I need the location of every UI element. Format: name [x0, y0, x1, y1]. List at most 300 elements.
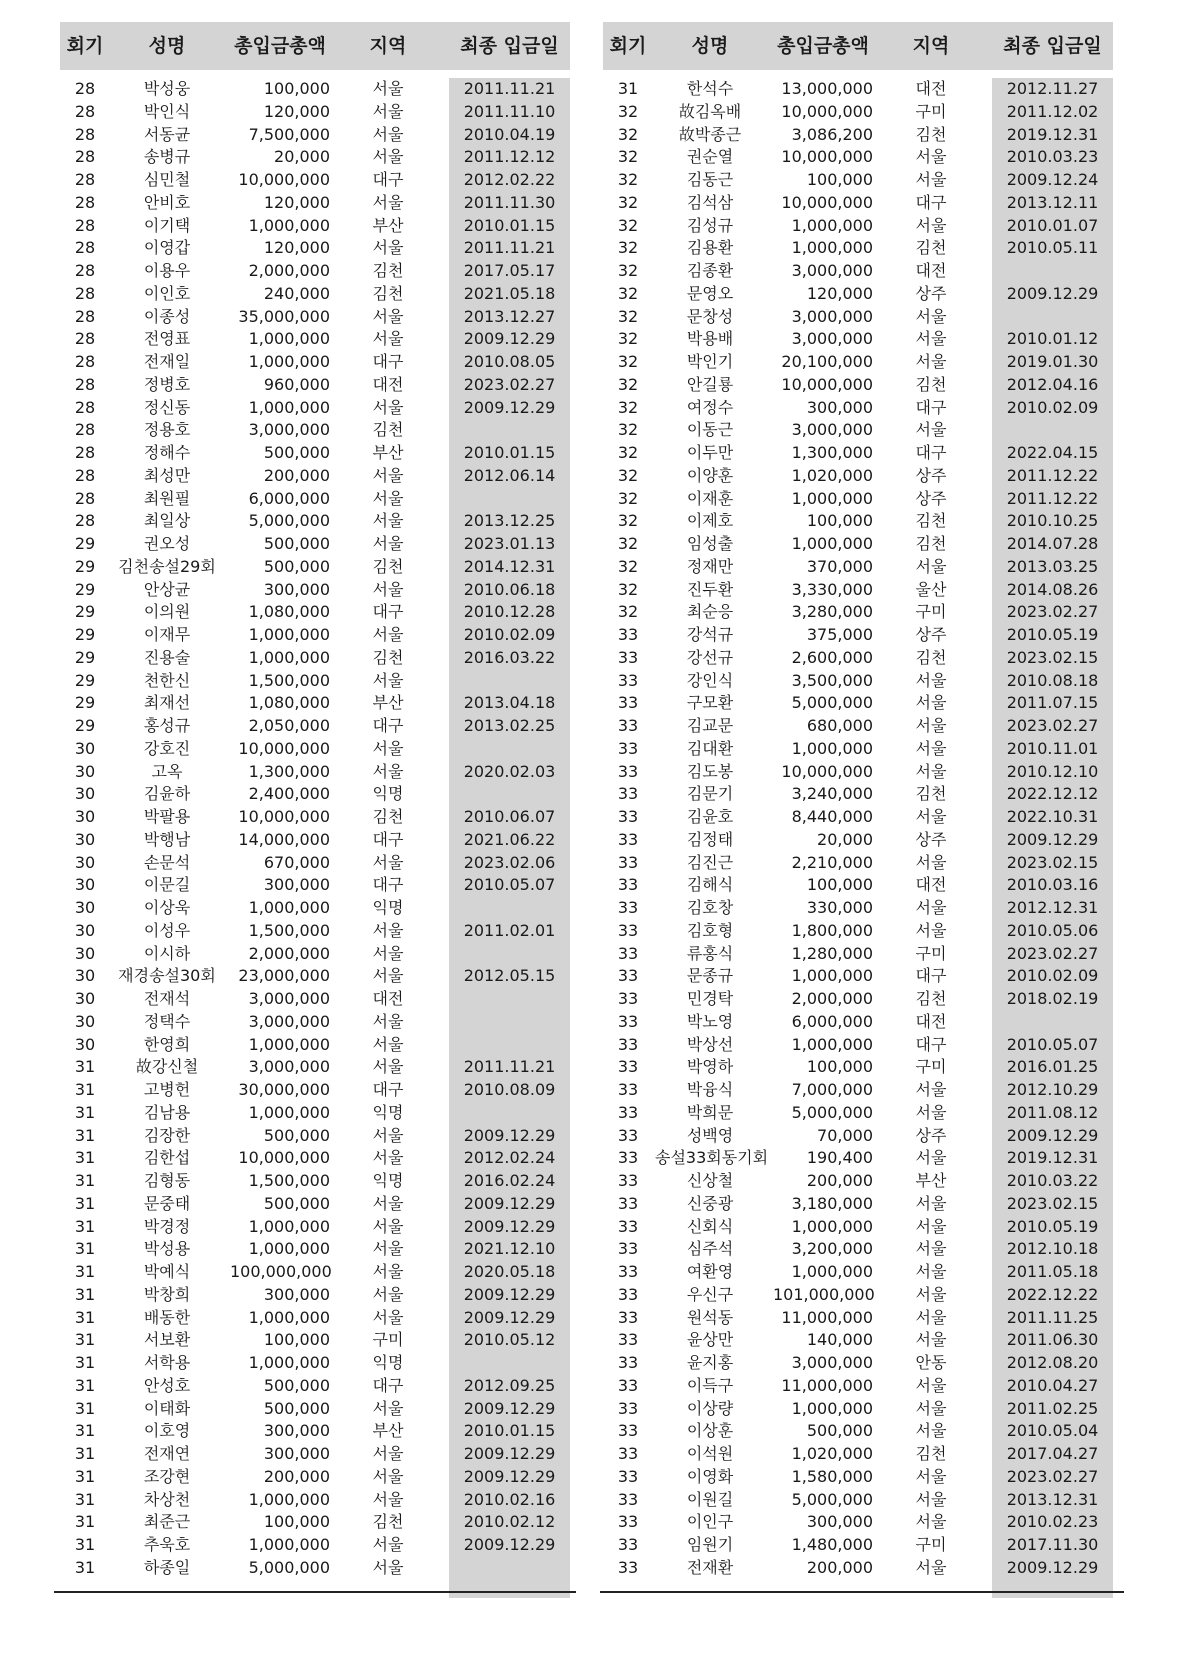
round-cell: 32 [617, 443, 639, 462]
table-row [60, 442, 570, 465]
last-date-cell: 2013.04.18 [463, 693, 556, 713]
last-date-cell: 2010.05.19 [1006, 625, 1099, 644]
region-cell: 구미 [915, 1057, 947, 1077]
name-cell: 구모환 [686, 693, 734, 713]
last-date-cell [992, 1011, 1113, 1034]
last-date-cell: 2010.05.12 [463, 1330, 556, 1350]
table-row [60, 943, 570, 966]
region-cell: 김천 [915, 238, 947, 258]
table-row [60, 920, 570, 943]
name-cell: 이동근 [686, 420, 734, 440]
last-date-cell [449, 419, 570, 442]
table-row [60, 1125, 570, 1148]
round-cell: 30 [74, 738, 96, 758]
name-cell: 신회식 [686, 1216, 734, 1236]
last-date-cell: 2010.10.25 [1006, 511, 1099, 531]
region-cell: 서울 [915, 1262, 947, 1281]
region-cell: 서울 [915, 556, 947, 576]
last-date-cell: 2010.01.15 [463, 443, 556, 462]
name-cell: 이제호 [686, 511, 734, 531]
name-cell: 김장한 [143, 1125, 191, 1145]
round-cell: 33 [617, 1375, 639, 1395]
name-cell: 안비호 [143, 192, 191, 212]
name-cell: 박성용 [143, 1239, 191, 1259]
round-cell: 28 [74, 511, 96, 531]
region-cell: 서울 [372, 625, 404, 644]
region-cell: 서울 [372, 943, 404, 963]
amount-cell: 500,000 [263, 556, 330, 576]
amount-cell: 960,000 [263, 374, 330, 394]
name-cell: 김해식 [686, 875, 734, 895]
region-cell: 대구 [915, 1034, 947, 1054]
round-cell: 29 [74, 556, 96, 576]
table-row [60, 715, 570, 738]
last-date-cell: 2010.08.18 [1006, 670, 1099, 690]
name-cell: 이득구 [686, 1375, 734, 1395]
region-cell: 익명 [372, 1171, 404, 1190]
table-row [60, 1216, 570, 1239]
region-cell: 서울 [372, 966, 404, 986]
last-date-cell: 2009.12.29 [1006, 829, 1099, 849]
region-cell: 서울 [915, 807, 947, 826]
name-cell: 이상욱 [143, 898, 191, 917]
amount-cell: 1,080,000 [248, 602, 330, 622]
table-row [603, 1102, 1113, 1125]
last-date-cell: 2011.02.01 [463, 920, 556, 940]
round-cell: 30 [74, 1034, 96, 1054]
last-date-cell: 2011.11.21 [463, 1057, 556, 1077]
name-cell: 고옥 [151, 761, 183, 781]
name-cell: 김종환 [686, 261, 734, 280]
round-cell: 30 [74, 852, 96, 872]
round-cell: 33 [617, 1193, 639, 1213]
name-cell: 박성웅 [143, 79, 191, 98]
round-cell: 32 [617, 602, 639, 622]
last-date-cell: 2020.05.18 [463, 1262, 556, 1281]
last-date-cell: 2009.12.29 [463, 1444, 556, 1463]
last-date-cell: 2018.02.19 [1006, 989, 1099, 1008]
last-date-cell: 2011.07.15 [1006, 693, 1099, 713]
last-date-cell: 2010.04.19 [463, 124, 556, 144]
last-date-cell [449, 783, 570, 806]
name-cell: 이성우 [143, 920, 191, 940]
header-amount: 총입금총액 [234, 35, 326, 57]
amount-cell: 2,600,000 [791, 647, 873, 667]
amount-cell: 1,000,000 [791, 738, 873, 758]
name-cell: 류홍식 [686, 943, 734, 963]
header-round: 회기 [66, 35, 104, 57]
round-cell: 33 [617, 1284, 639, 1304]
region-cell: 대전 [372, 989, 404, 1008]
table-row [60, 783, 570, 806]
last-date-cell: 2012.06.14 [463, 465, 556, 485]
region-cell: 상주 [915, 625, 947, 644]
name-cell: 성백영 [686, 1125, 734, 1145]
name-cell: 김교문 [686, 716, 734, 735]
name-cell: 전영표 [143, 329, 191, 349]
round-cell: 28 [74, 465, 96, 485]
region-cell: 서울 [372, 1557, 404, 1577]
region-cell: 서울 [915, 738, 947, 758]
region-cell: 대구 [915, 192, 947, 212]
name-cell: 진두환 [686, 579, 734, 599]
region-cell: 서울 [915, 1421, 947, 1441]
amount-cell: 1,000,000 [248, 625, 330, 644]
round-cell: 33 [617, 807, 639, 826]
round-cell: 28 [74, 170, 96, 189]
region-cell: 서울 [915, 147, 947, 167]
round-cell: 33 [617, 1353, 639, 1372]
amount-cell: 35,000,000 [238, 306, 330, 326]
round-cell: 33 [617, 1148, 639, 1168]
amount-cell: 100,000 [263, 1512, 330, 1532]
round-cell: 33 [617, 693, 639, 713]
name-cell: 신상철 [686, 1171, 734, 1190]
round-cell: 32 [617, 488, 639, 508]
region-cell: 서울 [372, 1125, 404, 1145]
amount-cell: 10,000,000 [781, 374, 873, 394]
name-cell: 문중태 [143, 1193, 191, 1213]
last-date-cell: 2011.11.25 [1006, 1307, 1099, 1327]
round-cell: 32 [617, 306, 639, 326]
region-cell: 서울 [915, 761, 947, 781]
last-date-cell: 2010.05.06 [1006, 920, 1099, 940]
table-row [60, 988, 570, 1011]
table-row [603, 1375, 1113, 1398]
round-cell: 33 [617, 1057, 639, 1077]
table-row [603, 124, 1113, 147]
amount-cell: 100,000 [806, 875, 873, 895]
round-cell: 32 [617, 397, 639, 417]
round-cell: 33 [617, 898, 639, 917]
name-cell: 이영화 [686, 1466, 734, 1486]
name-cell: 강인식 [686, 670, 734, 690]
region-cell: 대구 [915, 397, 947, 417]
table-row [603, 852, 1113, 875]
round-cell: 29 [74, 693, 96, 713]
amount-cell: 20,000 [274, 147, 330, 167]
round-cell: 28 [74, 192, 96, 212]
amount-cell: 500,000 [263, 1193, 330, 1213]
name-cell: 故강신철 [135, 1057, 199, 1077]
table-row [603, 1557, 1113, 1580]
name-cell: 이기택 [143, 215, 191, 235]
round-cell: 31 [74, 1353, 96, 1372]
region-cell: 서울 [915, 1398, 947, 1418]
name-cell: 안상균 [143, 579, 191, 599]
last-date-cell: 2011.08.12 [1006, 1102, 1099, 1122]
amount-cell: 500,000 [806, 1421, 873, 1441]
last-date-cell [992, 260, 1113, 283]
amount-cell: 10,000,000 [238, 1148, 330, 1168]
last-date-cell: 2010.06.18 [463, 579, 556, 599]
name-cell: 임성출 [686, 534, 734, 553]
amount-cell: 23,000,000 [238, 966, 330, 986]
table-body [60, 78, 570, 1580]
last-date-cell: 2011.12.22 [1006, 465, 1099, 485]
region-cell: 서울 [372, 1216, 404, 1236]
name-cell: 정신동 [143, 397, 191, 417]
table-row [60, 874, 570, 897]
round-cell: 33 [617, 943, 639, 963]
table-row [60, 1398, 570, 1421]
amount-cell: 1,000,000 [791, 488, 873, 508]
name-cell: 최재선 [143, 693, 191, 713]
last-date-cell: 2010.08.09 [463, 1080, 556, 1099]
region-cell: 서울 [372, 101, 404, 121]
table-row [60, 1329, 570, 1352]
round-cell: 31 [74, 1375, 96, 1395]
name-cell: 우신구 [686, 1284, 734, 1304]
amount-cell: 670,000 [263, 852, 330, 872]
name-cell: 문영오 [686, 283, 734, 303]
name-cell: 정해수 [143, 443, 191, 462]
region-cell: 서울 [372, 738, 404, 758]
round-cell: 31 [74, 1535, 96, 1554]
last-date-cell [449, 1011, 570, 1034]
last-date-cell: 2014.08.26 [1006, 579, 1099, 599]
amount-cell: 1,020,000 [791, 465, 873, 485]
table-row [60, 601, 570, 624]
amount-cell: 5,000,000 [791, 1102, 873, 1122]
round-cell: 28 [74, 488, 96, 508]
region-cell: 대전 [372, 374, 404, 394]
table-row [603, 1511, 1113, 1534]
round-cell: 32 [617, 534, 639, 553]
region-cell: 상주 [915, 283, 947, 303]
name-cell: 이인호 [143, 283, 191, 303]
name-cell: 전재환 [686, 1557, 734, 1577]
region-cell: 대구 [372, 1375, 404, 1395]
last-date-cell: 2013.03.25 [1006, 556, 1099, 576]
last-date-cell: 2011.05.18 [1006, 1262, 1099, 1281]
amount-cell: 7,000,000 [791, 1080, 873, 1099]
amount-cell: 370,000 [806, 556, 873, 576]
table-row [603, 1352, 1113, 1375]
table-row [60, 146, 570, 169]
table-row [603, 1284, 1113, 1307]
table-row [60, 692, 570, 715]
last-date-cell [992, 306, 1113, 329]
amount-cell: 5,000,000 [791, 1489, 873, 1509]
region-cell: 대구 [372, 716, 404, 735]
amount-cell: 140,000 [806, 1330, 873, 1350]
amount-cell: 3,000,000 [791, 1353, 873, 1372]
region-cell: 대구 [915, 443, 947, 462]
amount-cell: 300,000 [263, 579, 330, 599]
last-date-cell: 2010.01.07 [1006, 215, 1099, 235]
round-cell: 30 [74, 1011, 96, 1031]
round-cell: 33 [617, 829, 639, 849]
name-cell: 심주석 [686, 1239, 734, 1259]
round-cell: 33 [617, 1102, 639, 1122]
last-date-cell: 2010.02.09 [1006, 966, 1099, 986]
table-row [603, 1398, 1113, 1421]
amount-cell: 20,100,000 [781, 352, 873, 371]
amount-cell: 680,000 [806, 716, 873, 735]
amount-cell: 2,050,000 [248, 716, 330, 735]
region-cell: 서울 [372, 329, 404, 349]
last-date-cell: 2010.02.09 [463, 625, 556, 644]
region-cell: 익명 [372, 1102, 404, 1122]
region-cell: 대구 [372, 170, 404, 189]
region-cell: 서울 [372, 1148, 404, 1168]
amount-cell: 100,000 [263, 1330, 330, 1350]
last-date-cell: 2010.05.11 [1006, 238, 1099, 258]
amount-cell: 3,000,000 [791, 329, 873, 349]
table-row [60, 1557, 570, 1580]
region-cell: 서울 [915, 852, 947, 872]
region-cell: 부산 [372, 443, 404, 462]
round-cell: 31 [74, 1330, 96, 1350]
amount-cell: 300,000 [263, 875, 330, 895]
round-cell: 33 [617, 852, 639, 872]
table-row [60, 237, 570, 260]
table-row [603, 1489, 1113, 1512]
table-row [603, 1011, 1113, 1034]
round-cell: 30 [74, 784, 96, 804]
last-date-cell [449, 738, 570, 761]
table-row [603, 965, 1113, 988]
round-cell: 29 [74, 579, 96, 599]
round-cell: 33 [617, 1171, 639, 1190]
name-cell: 박노영 [686, 1011, 734, 1031]
amount-cell: 20,000 [817, 829, 873, 849]
round-cell: 30 [74, 966, 96, 986]
round-cell: 30 [74, 898, 96, 917]
name-cell: 이영갑 [143, 238, 191, 258]
region-cell: 김천 [915, 124, 947, 144]
last-date-cell: 2012.09.25 [463, 1375, 556, 1395]
name-cell: 윤지홍 [686, 1353, 734, 1372]
amount-cell: 190,400 [806, 1148, 873, 1168]
name-cell: 박용배 [686, 329, 734, 349]
last-date-cell: 2021.06.22 [463, 829, 556, 849]
amount-cell: 1,000,000 [791, 1398, 873, 1418]
region-cell: 김천 [915, 511, 947, 531]
last-date-cell: 2011.11.30 [463, 192, 556, 212]
last-date-cell: 2013.02.25 [463, 716, 556, 735]
table-row [60, 1284, 570, 1307]
table-row [60, 579, 570, 602]
table-row [60, 761, 570, 784]
name-cell: 권순열 [686, 147, 734, 167]
name-cell: 이상훈 [686, 1421, 734, 1441]
amount-cell: 120,000 [263, 192, 330, 212]
last-date-cell: 2009.12.29 [1006, 1557, 1099, 1577]
name-cell: 여정수 [686, 397, 734, 417]
last-date-cell: 2010.12.10 [1006, 761, 1099, 781]
table-row [603, 442, 1113, 465]
table-row [603, 829, 1113, 852]
round-cell: 31 [74, 1080, 96, 1099]
round-cell: 32 [617, 124, 639, 144]
amount-cell: 3,500,000 [791, 670, 873, 690]
last-date-cell: 2010.02.16 [463, 1489, 556, 1509]
region-cell: 서울 [372, 579, 404, 599]
table-row [603, 1238, 1113, 1261]
amount-cell: 1,000,000 [248, 647, 330, 667]
amount-cell: 100,000 [806, 511, 873, 531]
last-date-cell: 2012.11.27 [1006, 79, 1099, 98]
table-row [603, 1079, 1113, 1102]
table-row [603, 692, 1113, 715]
round-cell: 33 [617, 1216, 639, 1236]
table-row [603, 783, 1113, 806]
amount-cell: 1,000,000 [248, 1034, 330, 1054]
last-date-cell: 2022.12.22 [1006, 1284, 1099, 1304]
name-cell: 이재훈 [686, 488, 734, 508]
table-row [60, 670, 570, 693]
round-cell: 31 [74, 1512, 96, 1532]
round-cell: 28 [74, 238, 96, 258]
name-cell: 추욱호 [143, 1535, 191, 1554]
round-cell: 32 [617, 420, 639, 440]
round-cell: 33 [617, 1444, 639, 1463]
name-cell: 윤상만 [686, 1330, 734, 1350]
round-cell: 28 [74, 306, 96, 326]
round-cell: 33 [617, 1535, 639, 1554]
amount-cell: 3,000,000 [791, 261, 873, 280]
round-cell: 31 [74, 1557, 96, 1577]
last-date-cell: 2013.12.31 [1006, 1489, 1099, 1509]
table-row [603, 169, 1113, 192]
table-row [60, 1443, 570, 1466]
region-cell: 서울 [372, 1444, 404, 1463]
region-cell: 서울 [372, 1011, 404, 1031]
last-date-cell: 2010.02.09 [1006, 397, 1099, 417]
amount-cell: 500,000 [263, 443, 330, 462]
round-cell: 32 [617, 192, 639, 212]
region-cell: 서울 [372, 147, 404, 167]
name-cell: 최성만 [143, 465, 191, 485]
name-cell: 정용호 [143, 420, 191, 440]
last-date-cell: 2011.02.25 [1006, 1398, 1099, 1418]
last-date-cell: 2010.05.07 [463, 875, 556, 895]
table-row [60, 1011, 570, 1034]
header-name: 성명 [691, 35, 729, 57]
last-date-cell: 2012.10.18 [1006, 1239, 1099, 1259]
last-date-cell: 2019.01.30 [1006, 352, 1099, 371]
name-cell: 이재무 [143, 625, 191, 644]
region-cell: 부산 [915, 1171, 947, 1190]
amount-cell: 2,210,000 [791, 852, 873, 872]
round-cell: 28 [74, 420, 96, 440]
last-date-cell: 2012.04.16 [1006, 374, 1099, 394]
region-cell: 서울 [915, 1193, 947, 1213]
name-cell: 이석원 [686, 1444, 734, 1463]
round-cell: 29 [74, 625, 96, 644]
amount-cell: 120,000 [263, 101, 330, 121]
table-row [60, 328, 570, 351]
last-date-cell: 2009.12.29 [1006, 283, 1099, 303]
last-date-cell: 2009.12.29 [463, 1398, 556, 1418]
table-row [603, 874, 1113, 897]
region-cell: 대구 [372, 352, 404, 371]
table-row [603, 624, 1113, 647]
round-cell: 28 [74, 374, 96, 394]
region-cell: 서울 [915, 1466, 947, 1486]
region-cell: 서울 [915, 1148, 947, 1168]
last-date-cell: 2016.02.24 [463, 1171, 556, 1190]
table-row [603, 78, 1113, 101]
table-row [60, 556, 570, 579]
region-cell: 서울 [372, 511, 404, 531]
last-date-cell [449, 1557, 570, 1580]
amount-cell: 300,000 [806, 1512, 873, 1532]
round-cell: 33 [617, 1011, 639, 1031]
amount-cell: 2,400,000 [248, 784, 330, 804]
